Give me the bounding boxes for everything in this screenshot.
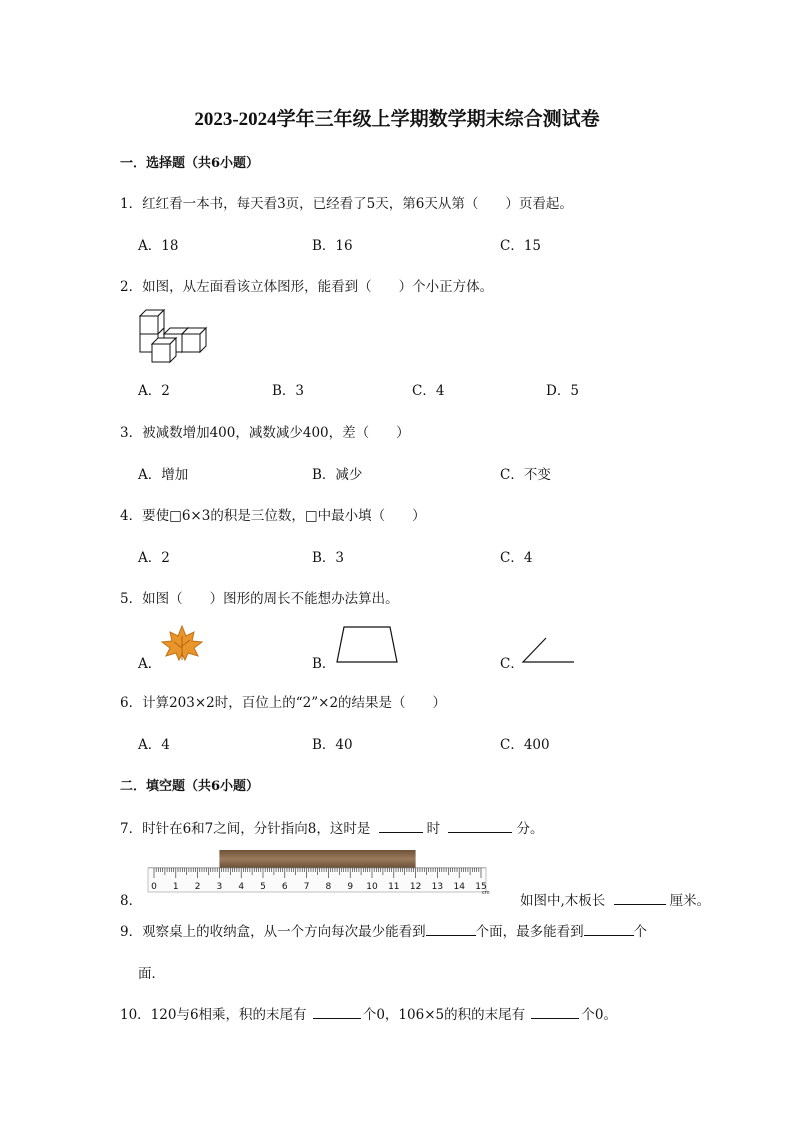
question-1: 1．红红看一本书，每天看3页，已经看了5天，第6天从第（ ）页看起。: [120, 196, 573, 212]
q10-second-blank[interactable]: [531, 1006, 579, 1019]
q5-option-c[interactable]: C．: [500, 656, 524, 672]
ruler-tick-label: 15: [475, 882, 487, 892]
question-8: [520, 889, 710, 909]
ruler-tick-label: 4: [238, 882, 245, 892]
q5-option-a[interactable]: A．: [138, 656, 162, 672]
q6-option-b[interactable]: B．40: [312, 737, 353, 753]
wooden-board: [219, 850, 415, 868]
q2-option-a[interactable]: A．2: [138, 383, 170, 399]
q5-option-b[interactable]: B．: [312, 656, 336, 672]
q6-option-c[interactable]: C．400: [500, 737, 550, 753]
q3-option-c[interactable]: C．不变: [500, 467, 551, 483]
trapezoid-figure: [334, 624, 400, 664]
question-8-number: 8．: [120, 893, 143, 909]
q1-option-c[interactable]: C．15: [500, 238, 542, 254]
ruler-tick-label: 8: [325, 882, 332, 892]
q7-minute-blank[interactable]: [448, 820, 512, 833]
ruler-tick-label: 0: [151, 882, 157, 892]
section-heading-choice: 一．选择题（共6小题）: [120, 156, 260, 171]
section-heading-fill: 二．填空题（共6小题）: [120, 779, 260, 794]
question-5: 5．如图（ ）图形的周长不能想办法算出。: [120, 591, 399, 607]
angle-figure: [520, 636, 576, 664]
ruler-tick-label: 11: [388, 882, 400, 892]
q8-text-suffix: 厘米。: [669, 893, 711, 909]
q4-option-b[interactable]: B．3: [312, 550, 345, 566]
maple-leaf-icon: [160, 624, 204, 664]
q2-option-b[interactable]: B．3: [272, 383, 305, 399]
q7-text-mid: 时: [426, 821, 441, 837]
q10-text-mid: 个0，106×5的积的末尾有: [362, 1007, 526, 1023]
question-4: 4．要使□6×3的积是三位数，□中最小填（ ）: [120, 508, 426, 524]
q9-text-mid: 个面，最多能看到: [475, 924, 584, 940]
question-9-line2: 面．: [138, 966, 165, 982]
ruler-tick-label: 2: [194, 882, 201, 892]
q9-max-faces-blank[interactable]: [584, 923, 634, 936]
ruler-tick-label: 9: [347, 882, 354, 892]
ruler-tick-label: 14: [453, 882, 465, 892]
q3-option-b[interactable]: B．减少: [312, 467, 363, 483]
q1-option-a[interactable]: A．18: [138, 238, 179, 254]
q10-first-blank[interactable]: [313, 1006, 361, 1019]
question-2: 2．如图，从左面看该立体图形，能看到（ ）个小正方体。: [120, 279, 494, 295]
ruler-tick-label: 3: [216, 882, 223, 892]
question-9: [120, 920, 647, 940]
q10-text-suffix: 个0。: [581, 1007, 617, 1023]
q1-option-b[interactable]: B．16: [312, 238, 353, 254]
cube-stack-figure: [136, 306, 212, 362]
q3-option-a[interactable]: A．增加: [138, 467, 189, 483]
ruler-tick-label: 12: [409, 882, 422, 892]
page-title: 2023-2024学年三年级上学期数学期末综合测试卷: [194, 109, 600, 130]
ruler-figure: [148, 848, 488, 896]
q7-text-prefix: 7．时针在6和7之间，分针指向8，这时是: [120, 821, 371, 837]
q9-text-suffix: 个: [633, 924, 648, 940]
ruler-tick-label: 5: [260, 882, 266, 892]
q9-min-faces-blank[interactable]: [426, 923, 476, 936]
ruler-tick-label: 7: [303, 882, 310, 892]
q2-option-c[interactable]: C．4: [412, 383, 445, 399]
q7-text-suffix: 分。: [516, 821, 544, 837]
question-3: 3．被减数增加400，减数减少400，差（ ）: [120, 425, 410, 441]
q10-text-prefix: 10．120与6相乘，积的末尾有: [120, 1007, 307, 1023]
q6-option-a[interactable]: A．4: [138, 737, 170, 753]
q2-option-d[interactable]: D．5: [546, 383, 579, 399]
ruler-tick-label: 13: [431, 882, 444, 892]
ruler-tick-label: 10: [366, 882, 378, 892]
q7-hour-blank[interactable]: [379, 820, 423, 833]
q9-text-prefix: 9．观察桌上的收纳盒，从一个方向每次最少能看到: [120, 924, 426, 940]
question-6: 6．计算203×2时，百位上的“2”×2的结果是（ ）: [120, 695, 447, 711]
q8-length-blank[interactable]: [614, 892, 666, 905]
ruler-tick-label: 6: [281, 882, 288, 892]
ruler-unit-label: cm: [482, 890, 490, 896]
q8-text-prefix: 如图中,木板长: [520, 893, 606, 909]
q4-option-a[interactable]: A．2: [138, 550, 170, 566]
q4-option-c[interactable]: C．4: [500, 550, 533, 566]
ruler-tick-label: 1: [172, 882, 179, 892]
question-7: [120, 817, 543, 837]
question-10: [120, 1003, 617, 1023]
